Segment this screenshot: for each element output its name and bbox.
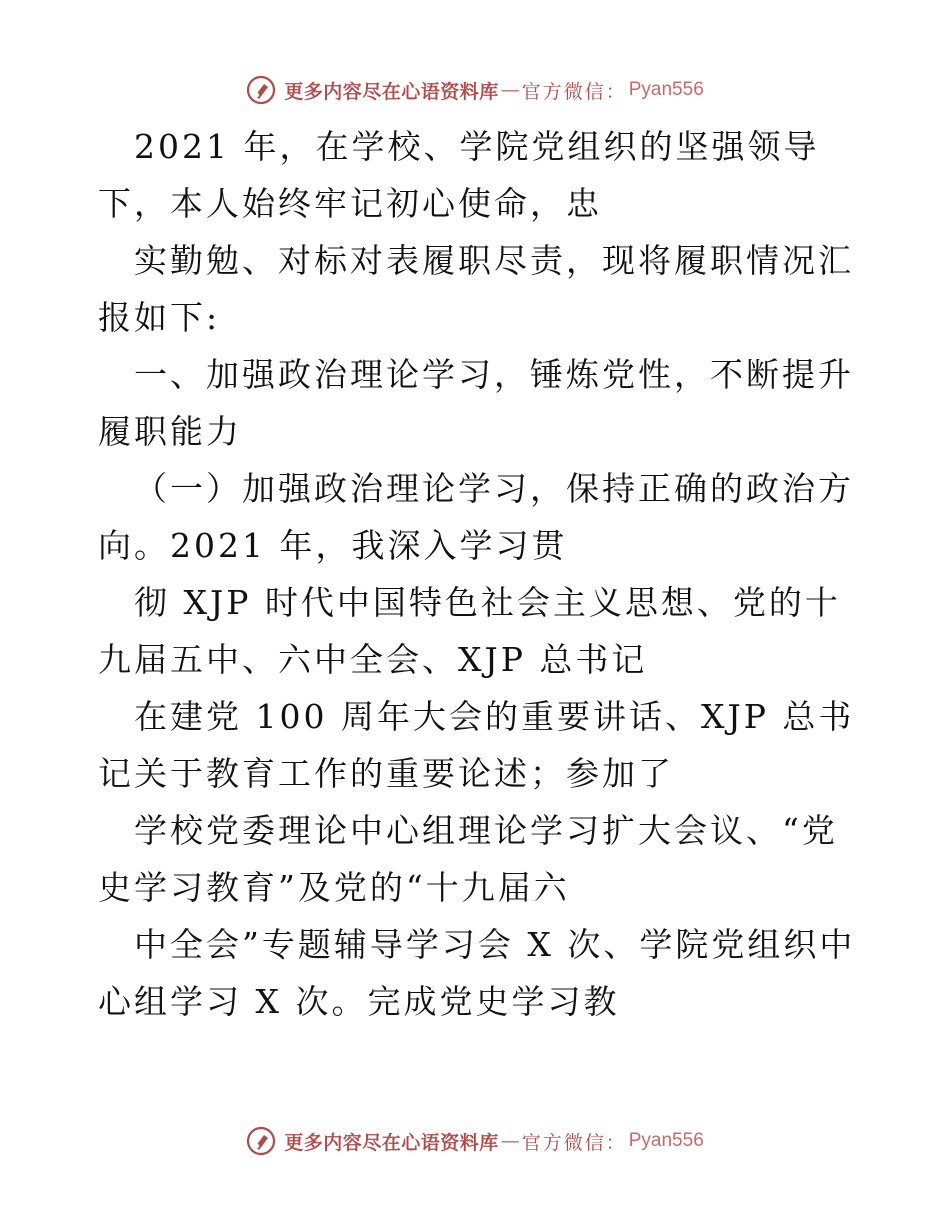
pen-nib-logo-icon: [246, 1126, 276, 1156]
banner-separator: —: [500, 1130, 520, 1152]
body-paragraph: 2021 年，在学校、学院党组织的坚强领导下，本人始终牢记初心使命，忠: [98, 127, 820, 223]
body-paragraph: 中全会”专题辅导学习会 X 次、学院党组织中心组学习 X 次。完成党史学习教: [98, 925, 856, 1021]
section-heading: 一、加强政治理论学习，锤炼党性，不断提升履职能力: [98, 355, 854, 451]
header-banner: [0, 70, 950, 110]
banner-wechat-id: Pyan556: [628, 1130, 704, 1151]
body-paragraph: 学校党委理论中心组理论学习扩大会议、“党史学习教育”及党的“十九届六: [98, 811, 838, 907]
banner-separator: —: [500, 79, 520, 101]
document-body: [98, 118, 858, 1030]
banner-wechat-id: Pyan556: [628, 79, 704, 100]
banner-main-text: 更多内容尽在心语资料库: [284, 1131, 499, 1154]
body-paragraph: 在建党 100 周年大会的重要讲话、XJP 总书记关于教育工作的重要论述；参加了: [98, 697, 855, 793]
footer-banner: [0, 1121, 950, 1161]
body-paragraph: （一）加强政治理论学习，保持正确的政治方向。2021 年，我深入学习贯: [98, 469, 854, 565]
banner-wechat-label: 官方微信：: [521, 80, 627, 103]
body-paragraph: 彻 XJP 时代中国特色社会主义思想、党的十九届五中、六中全会、XJP 总书记: [98, 583, 841, 679]
banner-wechat-label: 官方微信：: [521, 1131, 627, 1154]
body-paragraph: 实勤勉、对标对表履职尽责，现将履职情况汇报如下:: [98, 241, 854, 337]
pen-nib-logo-icon: [246, 75, 276, 105]
banner-main-text: 更多内容尽在心语资料库: [284, 80, 499, 103]
